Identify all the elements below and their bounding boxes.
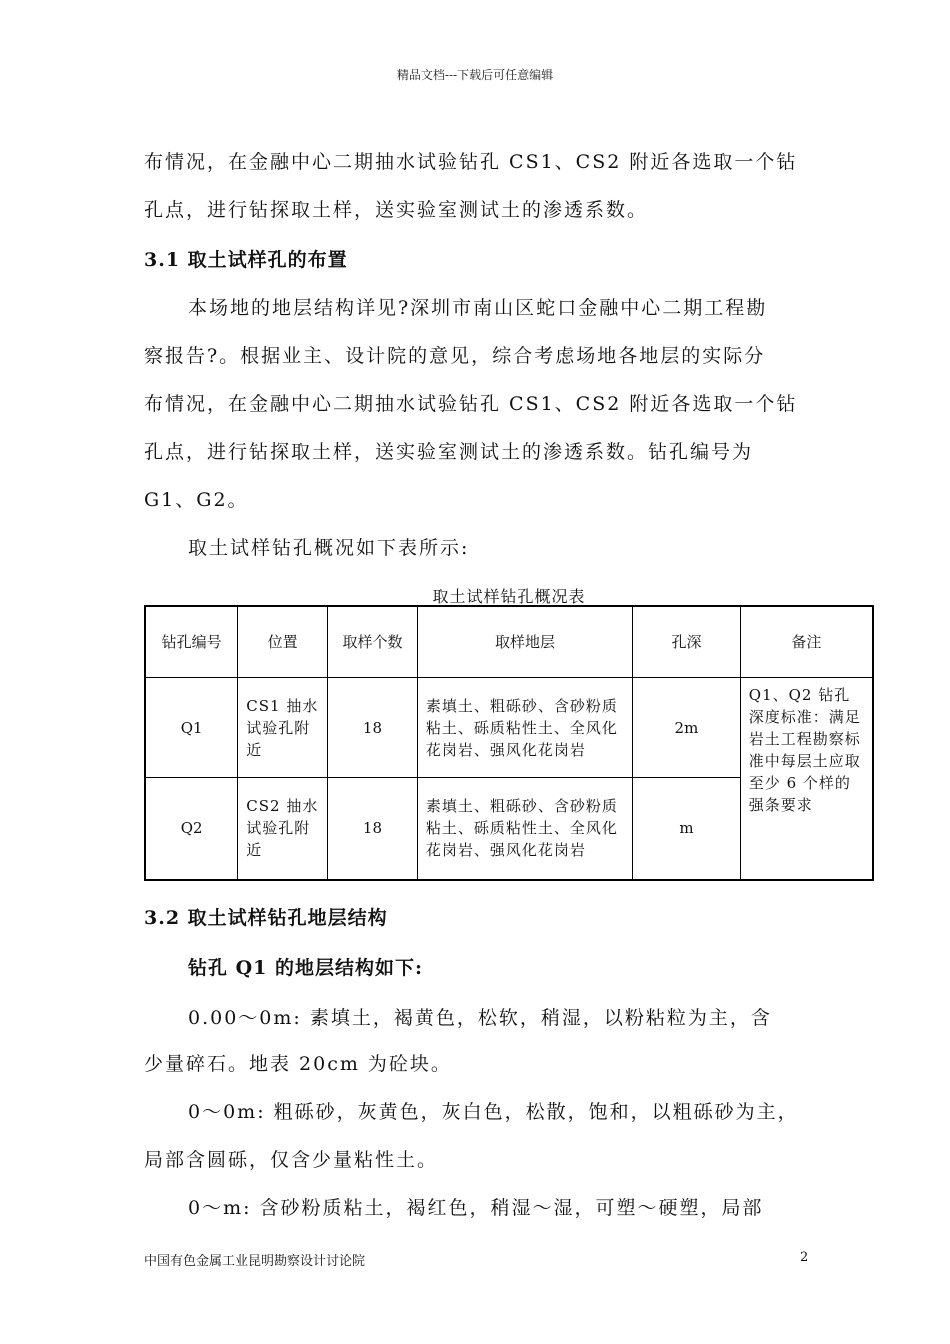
remarks-cell: Q1、Q2 钻孔深度标准：满足岩土工程勘察标准中每层土应取至少 6 个样的强条要求 bbox=[740, 678, 873, 880]
page-header: 精品文档---下载后可任意编辑 bbox=[396, 68, 554, 82]
hole-depth: 2m bbox=[633, 678, 741, 778]
section-heading-3-1: 3.1 取土试样孔的布置 bbox=[144, 249, 348, 271]
borehole-table bbox=[144, 605, 874, 881]
sample-layers: 素填土、粗砾砂、含砂粉质粘土、砾质粘性土、全风化花岗岩、强风化花岗岩 bbox=[417, 678, 632, 778]
paragraph-line: 取土试样钻孔概况如下表所示: bbox=[188, 537, 470, 559]
section-heading-3-2: 3.2 取土试样钻孔地层结构 bbox=[144, 907, 388, 929]
paragraph-line: G1、G2。 bbox=[144, 489, 249, 511]
column-header: 取样地层 bbox=[417, 606, 632, 678]
column-header: 备注 bbox=[740, 606, 873, 678]
table-caption: 取土试样钻孔概况表 bbox=[432, 587, 586, 606]
column-header: 孔深 bbox=[633, 606, 741, 678]
borehole-id: Q2 bbox=[145, 778, 238, 880]
paragraph-line: 本场地的地层结构详见?深圳市南山区蛇口金融中心二期工程勘 bbox=[188, 297, 768, 319]
footer-organization: 中国有色金属工业昆明勘察设计讨论院 bbox=[144, 1254, 366, 1269]
sample-count: 18 bbox=[328, 778, 418, 880]
table-header-row bbox=[145, 606, 873, 678]
sample-count: 18 bbox=[328, 678, 418, 778]
borehole-location: CS2 抽水试验孔附近 bbox=[238, 778, 328, 880]
table-row bbox=[145, 678, 873, 778]
column-header: 取样个数 bbox=[328, 606, 418, 678]
page-number: 2 bbox=[800, 1250, 809, 1265]
paragraph-line: 布情况，在金融中心二期抽水试验钻孔 CS1、CS2 附近各选取一个钻 bbox=[144, 393, 798, 415]
paragraph-line: 少量碎石。地表 20cm 为砼块。 bbox=[144, 1053, 452, 1075]
paragraph-line: 察报告?。根据业主、设计院的意见，综合考虑场地各地层的实际分 bbox=[144, 345, 766, 367]
subheading-q1: 钻孔 Q1 的地层结构如下: bbox=[188, 957, 424, 979]
paragraph-line: 孔点，进行钻探取土样，送实验室测试土的渗透系数。 bbox=[144, 199, 649, 221]
column-header: 钻孔编号 bbox=[145, 606, 238, 678]
sample-layers: 素填土、粗砾砂、含砂粉质粘土、砾质粘性土、全风化花岗岩、强风化花岗岩 bbox=[417, 778, 632, 880]
paragraph-line: 局部含圆砾，仅含少量粘性土。 bbox=[144, 1149, 439, 1171]
paragraph-line: 布情况，在金融中心二期抽水试验钻孔 CS1、CS2 附近各选取一个钻 bbox=[144, 151, 798, 173]
paragraph-line: 孔点，进行钻探取土样，送实验室测试土的渗透系数。钻孔编号为 bbox=[144, 441, 754, 463]
borehole-location: CS1 抽水试验孔附近 bbox=[238, 678, 328, 778]
borehole-id: Q1 bbox=[145, 678, 238, 778]
hole-depth: m bbox=[633, 778, 741, 880]
paragraph-line: 0.00～0m: 素填土，褐黄色，松软，稍湿，以粉粘粒为主，含 bbox=[188, 1007, 772, 1029]
column-header: 位置 bbox=[238, 606, 328, 678]
paragraph-line: 0～0m: 粗砾砂，灰黄色，灰白色，松散，饱和，以粗砾砂为主， bbox=[188, 1101, 799, 1123]
paragraph-line: 0～m: 含砂粉质粘土，褐红色，稍湿～湿，可塑～硬塑，局部 bbox=[188, 1197, 764, 1219]
